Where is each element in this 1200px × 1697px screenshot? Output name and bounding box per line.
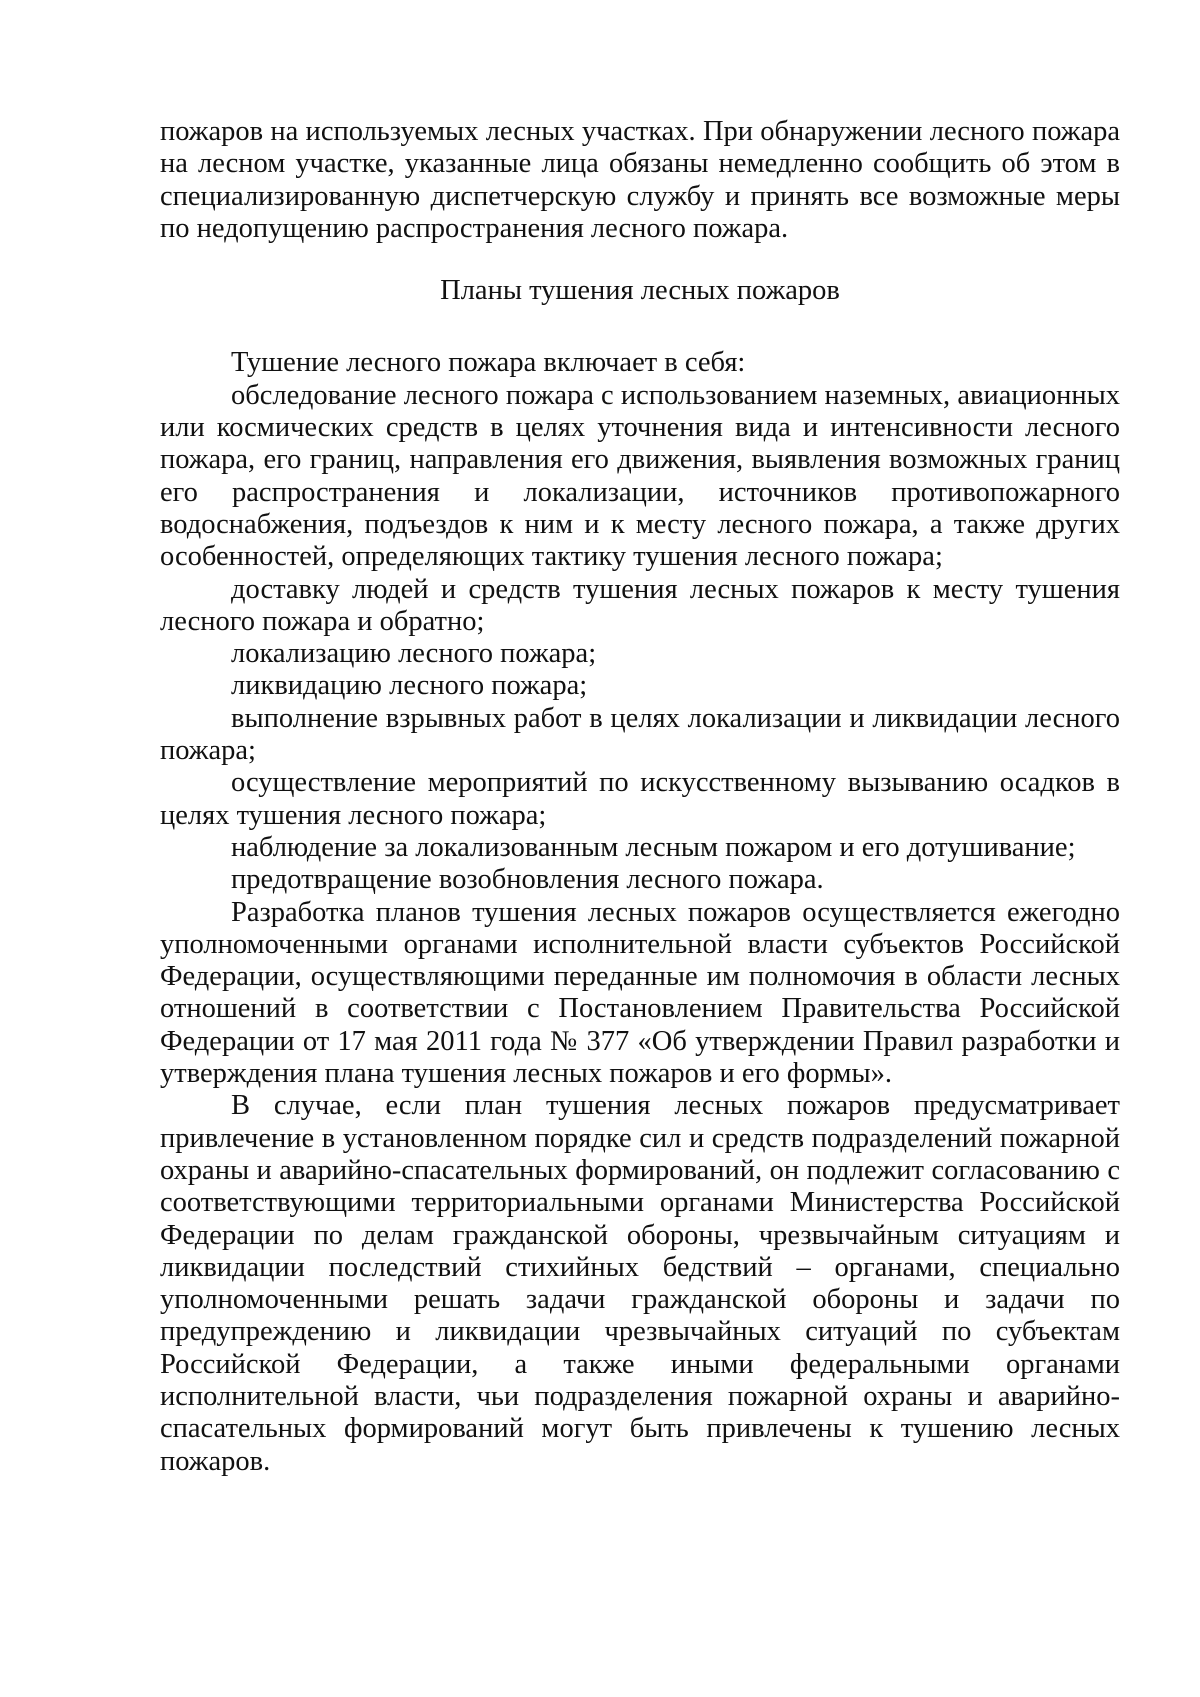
paragraph-fire-suppression-intro: Тушение лесного пожара включает в себя: <box>231 347 746 379</box>
list-item-prevention: предотвращение возобновления лесного пожара. <box>231 864 824 896</box>
list-item-survey: обследование лесного пожара с использованием наземных, авиационных или космических средств в целях уточнения вида и интенсивности лесного пожара, его границ, направления его движения, выявления возможных границ его распространения и локализации, источников противопожарного водоснабжения, подъездов к ним и к месту лесного пожара, а также других особенностей, определяющих тактику тушения лесного пожара; <box>160 379 1120 573</box>
list-item-localization: локализацию лесного пожара; <box>231 638 597 670</box>
list-item-blasting: выполнение взрывных работ в целях локализации и ликвидации лесного пожара; <box>160 702 1120 767</box>
list-item-precipitation: осуществление мероприятий по искусственному вызыванию осадков в целях тушения лесного пожара; <box>160 767 1120 831</box>
list-item-delivery: доставку людей и средств тушения лесных пожаров к месту тушения лесного пожара и обратно; <box>160 573 1120 637</box>
intro-paragraph: пожаров на используемых лесных участках. При обнаружении лесного пожара на лесном участке, указанные лица обязаны немедленно сообщить об этом в специализированную диспетчерскую службу и принять все возможные меры по недопущению распространения лесного пожара. <box>160 116 1120 244</box>
paragraph-plan-development: Разработка планов тушения лесных пожаров осуществляется ежегодно уполномоченными органами исполнительной власти субъектов Российской Федерации, осуществляющими переданные им полномочия в области лесных отношений в соответствии с Постановлением Правительства Российской Федерации от 17 мая 2011 года № 377 «Об утверждении Правил разработки и утверждения плана тушения лесных пожаров и его формы». <box>160 896 1120 1090</box>
list-item-monitoring: наблюдение за локализованным лесным пожаром и его дотушивание; <box>231 831 1076 863</box>
paragraph-plan-approval: В случае, если план тушения лесных пожаров предусматривает привлечение в установленном порядке сил и средств подразделений пожарной охраны и аварийно-спасательных формирований, он подлежит согласованию с соответствующими территориальными органами Министерства Российской Федерации по делам гражданской обороны, чрезвычайным ситуациям и ликвидации последствий стихийных бедствий – органами, специально уполномоченными решать задачи гражданской обороны и задачи по предупреждению и ликвидации чрезвычайных ситуаций по субъектам Российской Федерации, а также иными федеральными органами исполнительной власти, чьи подразделения пожарной охраны и аварийно-спасательных формирований могут быть привлечены к тушению лесных пожаров. <box>160 1090 1120 1477</box>
list-item-liquidation: ликвидацию лесного пожара; <box>231 670 588 702</box>
section-heading: Планы тушения лесных пожаров <box>440 275 840 307</box>
document-page <box>160 116 1120 1478</box>
